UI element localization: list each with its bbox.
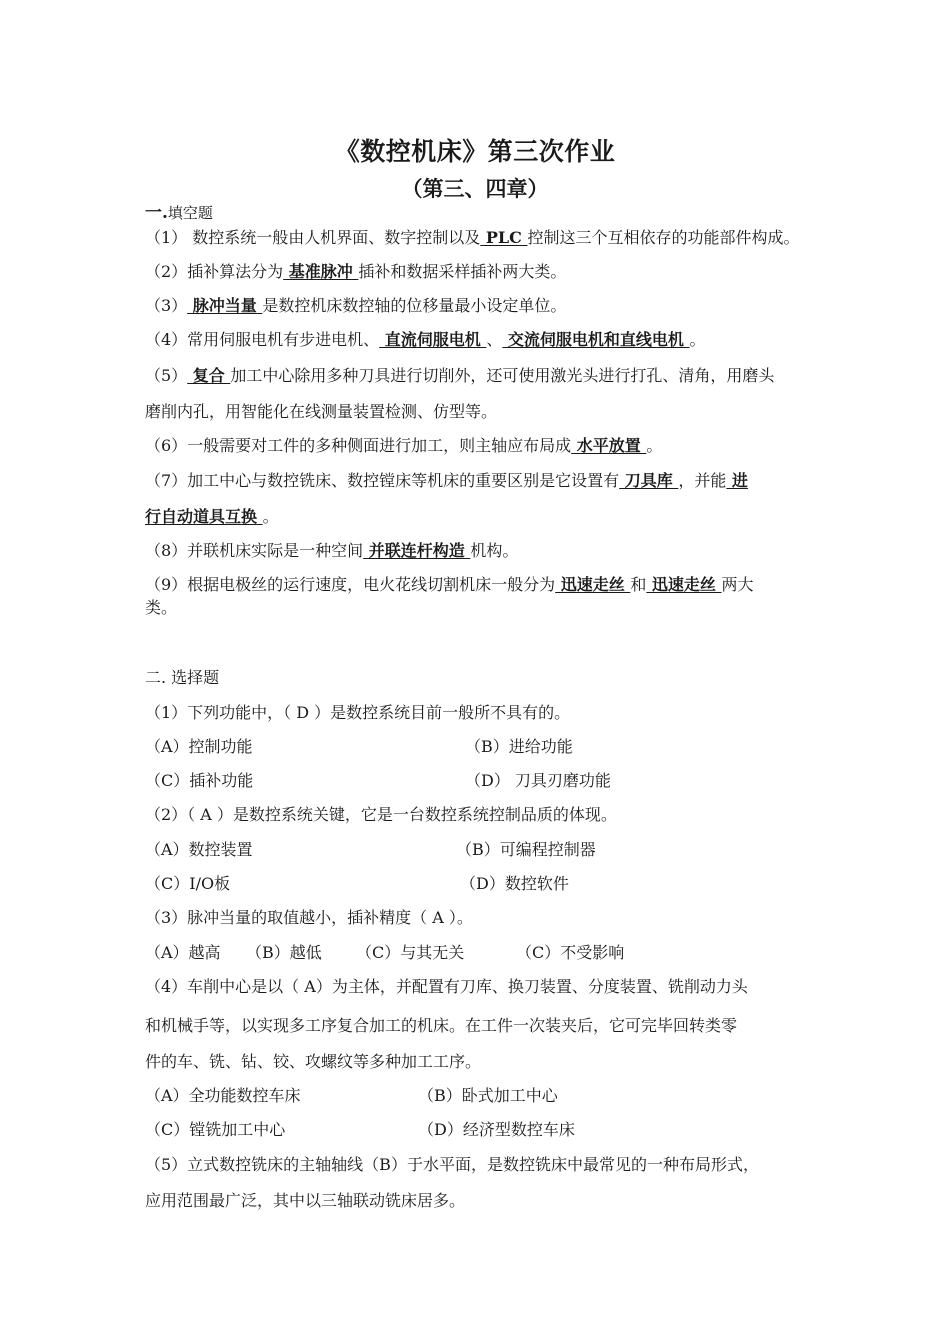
fill-q3-text-end: 是数控机床数控轴的位移量最小设定单位。 xyxy=(262,296,567,315)
section1-heading xyxy=(145,203,213,223)
choice-q2-stem: （2）（ A ）是数控系统关键，它是一台数控系统控制品质的体现。 xyxy=(145,805,617,824)
fill-q6-text: （6）一般需要对工件的多种侧面进行加工，则主轴应布局成 xyxy=(145,436,572,455)
section1-heading-text: 填空题 xyxy=(167,204,213,222)
fill-q8-text: （8）并联机床实际是一种空间 xyxy=(145,541,364,560)
fill-q7-text: （7）加工中心与数控铣床、数控镗床等机床的重要区别是它设置有 xyxy=(145,471,620,490)
section2-heading: 二. 选择题 xyxy=(145,668,220,687)
choice-q5-stem-line2: 应用范围最广泛，其中以三轴联动铣床居多。 xyxy=(145,1191,466,1210)
fill-q1-answer: PLC xyxy=(480,228,528,247)
section1-heading-num: 一. xyxy=(145,203,168,223)
choice-q2-option-a: （A）数控装置 xyxy=(145,840,253,859)
fill-q7-answer-2b: 行自动道具互换 xyxy=(145,507,263,526)
choice-q3-stem: （3）脉冲当量的取值越小，插补精度（ A ）。 xyxy=(145,908,473,927)
fill-q7-text-mid: ，并能 xyxy=(678,471,727,490)
fill-q9 xyxy=(145,575,754,595)
fill-q9-line2: 类。 xyxy=(145,598,178,617)
fill-q4 xyxy=(145,330,706,350)
fill-q5-line2: 磨削内孔，用智能化在线测量装置检测、仿型等。 xyxy=(145,402,498,421)
choice-q1-stem: （1）下列功能中，（ D ）是数控系统目前一般所不具有的。 xyxy=(145,703,571,722)
fill-q5-text-end: 加工中心除用多种刀具进行切削外，还可使用激光头进行打孔、清角，用磨头 xyxy=(230,366,775,385)
choice-q1-option-c: （C）插补功能 xyxy=(145,771,254,790)
fill-q7 xyxy=(145,471,748,491)
fill-q9-text-end: 两大 xyxy=(721,575,754,594)
choice-q4-stem-line1: （4）车削中心是以（ A）为主体，并配置有刀库、换刀装置、分度装置、铣削动力头 xyxy=(145,977,748,996)
fill-q9-answer-1: 迅速走丝 xyxy=(555,575,631,594)
choice-q1-option-b: （B）进给功能 xyxy=(465,737,573,756)
page-subtitle: （第三、四章） xyxy=(401,176,549,201)
fill-q9-text-mid: 和 xyxy=(630,575,647,594)
choice-q1-option-d: （D） 刀具刃磨功能 xyxy=(465,771,611,790)
fill-q4-answer-1: 直流伺服电机 xyxy=(379,330,487,349)
choice-q1-option-a: （A）控制功能 xyxy=(145,737,253,756)
fill-q8-answer: 并联连杆构造 xyxy=(363,541,471,560)
fill-q8-text-end: 机构。 xyxy=(470,541,519,560)
choice-q4-option-a: （A）全功能数控车床 xyxy=(145,1086,301,1105)
fill-q2-text-end: 插补和数据采样插补两大类。 xyxy=(358,262,567,281)
fill-q3-text: （3） xyxy=(145,296,188,315)
choice-q4-option-b: （B）卧式加工中心 xyxy=(418,1086,558,1105)
choice-q2-option-d: （D）数控软件 xyxy=(460,874,569,893)
fill-q2 xyxy=(145,262,566,282)
fill-q7-line2 xyxy=(145,507,279,527)
fill-q4-text: （4）常用伺服电机有步进电机、 xyxy=(145,330,380,349)
choice-q5-stem-line1: （5）立式数控铣床的主轴轴线（B）于水平面，是数控铣床中最常见的一种布局形式， xyxy=(145,1155,759,1174)
choice-q4-stem-line2: 和机械手等，以实现多工序复合加工的机床。在工件一次装夹后，它可完毕回转类零 xyxy=(145,1016,738,1035)
fill-q6-answer: 水平放置 xyxy=(571,436,647,455)
fill-q5 xyxy=(145,366,774,386)
choice-q3-option-c: （C）与其无关 xyxy=(356,943,465,962)
fill-q1-text-end: 控制这三个互相依存的功能部件构成。 xyxy=(527,228,800,247)
fill-q3 xyxy=(145,296,566,316)
fill-q6-text-end: 。 xyxy=(646,436,663,455)
fill-q2-text: （2）插补算法分为 xyxy=(145,262,284,281)
choice-q3-option-a: （A）越高 xyxy=(145,943,221,962)
fill-q9-answer-2: 迅速走丝 xyxy=(646,575,722,594)
fill-q7-answer-1: 刀具库 xyxy=(619,471,679,490)
choice-q4-option-d: （D）经济型数控车床 xyxy=(418,1120,575,1139)
fill-q3-answer: 脉冲当量 xyxy=(187,296,263,315)
page-title: 《数控机床》第三次作业 xyxy=(334,137,616,166)
fill-q4-text-end: 。 xyxy=(689,330,706,349)
choice-q2-option-c: （C）I/O板 xyxy=(145,874,231,893)
fill-q7-answer-2a: 进 xyxy=(726,471,748,490)
choice-q4-option-c: （C）镗铣加工中心 xyxy=(145,1120,286,1139)
choice-q3-option-d: （C）不受影响 xyxy=(516,943,625,962)
fill-q4-text-mid: 、 xyxy=(486,330,503,349)
choice-q4-stem-line3: 件的车、铣、钻、铰、攻螺纹等多种加工工序。 xyxy=(145,1052,482,1071)
fill-q9-text: （9）根据电极丝的运行速度，电火花线切割机床一般分为 xyxy=(145,575,556,594)
fill-q2-answer: 基准脉冲 xyxy=(283,262,359,281)
fill-q4-answer-2: 交流伺服电机和直线电机 xyxy=(502,330,690,349)
fill-q5-text: （5） xyxy=(145,366,188,385)
fill-q5-answer: 复合 xyxy=(187,366,231,385)
fill-q1-text: （1） 数控系统一般由人机界面、数字控制以及 xyxy=(145,228,481,247)
choice-q3-option-b: （B）越低 xyxy=(246,943,322,962)
choice-q2-option-b: （B）可编程控制器 xyxy=(456,840,596,859)
fill-q8 xyxy=(145,541,518,561)
fill-q1 xyxy=(145,228,799,248)
fill-q6 xyxy=(145,436,662,456)
fill-q7-text-end: 。 xyxy=(262,507,279,526)
